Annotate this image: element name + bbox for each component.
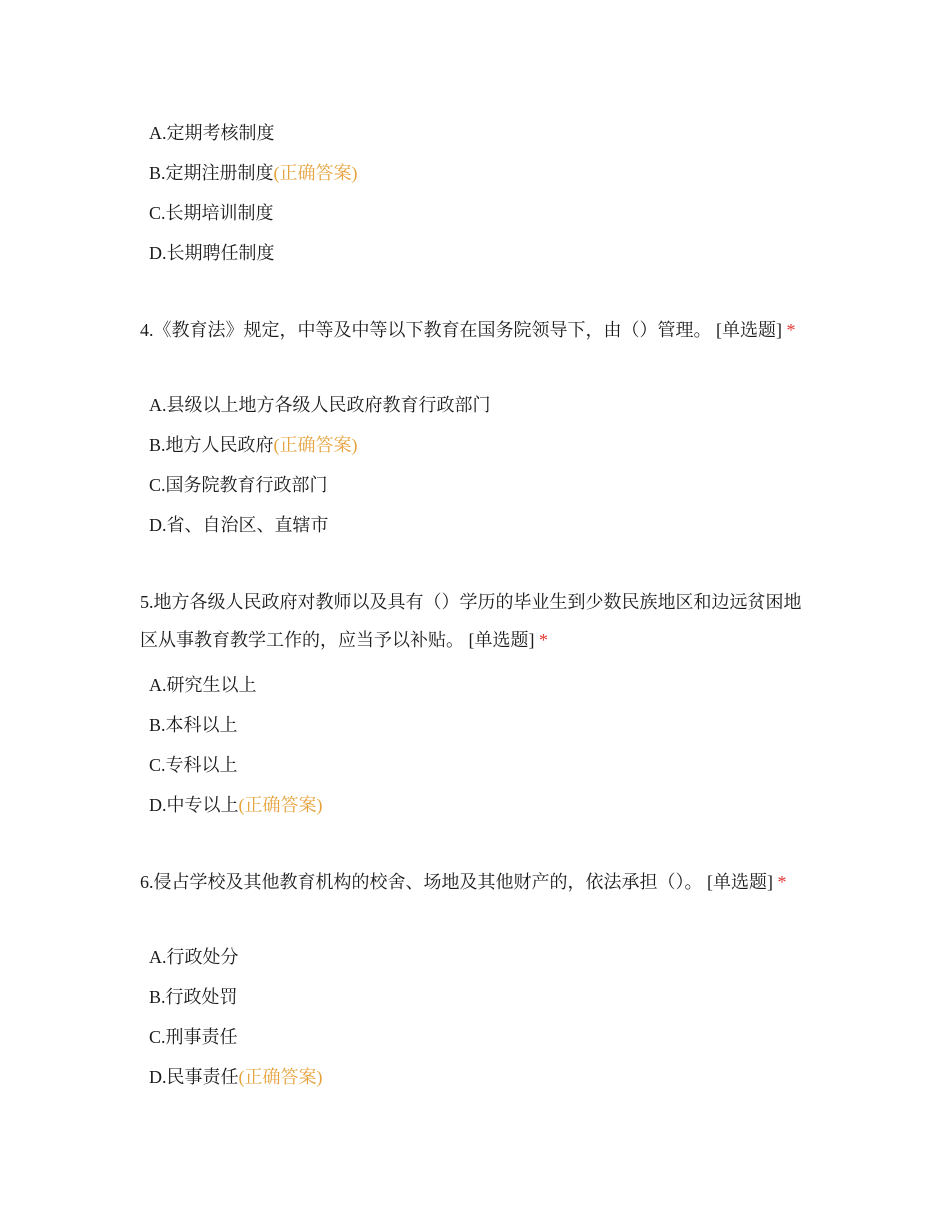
option-label: B.本科以上 bbox=[149, 715, 238, 735]
question-text: 5.地方各级人民政府对教师以及具有（）学历的毕业生到少数民族地区和边远贫困地区从事教育教学工作的，应当予以补贴。 bbox=[140, 592, 802, 650]
option-label: C.长期培训制度 bbox=[149, 203, 274, 223]
q6-option-c bbox=[149, 1017, 323, 1057]
q6-options bbox=[149, 937, 323, 1097]
required-mark: * bbox=[539, 630, 548, 650]
option-label: A.研究生以上 bbox=[149, 675, 257, 695]
option-label: A.行政处分 bbox=[149, 947, 239, 967]
option-label: C.刑事责任 bbox=[149, 1027, 238, 1047]
required-mark: * bbox=[777, 872, 787, 892]
correct-answer-tag: (正确答案) bbox=[238, 795, 323, 815]
q3-options bbox=[149, 113, 358, 273]
q6-option-b bbox=[149, 977, 323, 1017]
q6-question bbox=[140, 863, 812, 901]
question-type-badge: [单选题] bbox=[468, 630, 535, 650]
option-label: B.定期注册制度 bbox=[149, 163, 274, 183]
q4-option-c bbox=[149, 465, 491, 505]
option-label: C.专科以上 bbox=[149, 755, 238, 775]
q4-options bbox=[149, 385, 491, 545]
q5-option-c bbox=[149, 745, 323, 785]
q5-option-d bbox=[149, 785, 323, 825]
q3-option-d bbox=[149, 233, 358, 273]
question-type-badge: [单选题] bbox=[716, 320, 782, 340]
correct-answer-tag: (正确答案) bbox=[273, 435, 358, 455]
option-label: B.行政处罚 bbox=[149, 987, 238, 1007]
q5-option-a bbox=[149, 665, 323, 705]
q3-option-c bbox=[149, 193, 358, 233]
q5-option-b bbox=[149, 705, 323, 745]
q6-option-d bbox=[149, 1057, 323, 1097]
required-mark: * bbox=[786, 320, 796, 340]
q5-question bbox=[140, 583, 812, 659]
q3-option-a bbox=[149, 113, 358, 153]
q3-option-b bbox=[149, 153, 358, 193]
q5-options bbox=[149, 665, 323, 825]
option-label: D.民事责任 bbox=[149, 1067, 239, 1087]
q4-option-a bbox=[149, 385, 491, 425]
option-label: D.中专以上 bbox=[149, 795, 239, 815]
question-text: 6.侵占学校及其他教育机构的校舍、场地及其他财产的，依法承担（）。 bbox=[140, 872, 703, 892]
correct-answer-tag: (正确答案) bbox=[273, 163, 358, 183]
option-label: D.长期聘任制度 bbox=[149, 243, 275, 263]
question-type-badge: [单选题] bbox=[707, 872, 773, 892]
correct-answer-tag: (正确答案) bbox=[238, 1067, 323, 1087]
question-text: 4.《教育法》规定，中等及中等以下教育在国务院领导下，由（）管理。 bbox=[140, 320, 712, 340]
option-label: A.县级以上地方各级人民政府教育行政部门 bbox=[149, 395, 491, 415]
option-label: C.国务院教育行政部门 bbox=[149, 475, 328, 495]
option-label: D.省、自治区、直辖市 bbox=[149, 515, 329, 535]
option-label: A.定期考核制度 bbox=[149, 123, 275, 143]
option-label: B.地方人民政府 bbox=[149, 435, 274, 455]
q4-option-b bbox=[149, 425, 491, 465]
q4-question bbox=[140, 311, 812, 349]
q6-option-a bbox=[149, 937, 323, 977]
q4-option-d bbox=[149, 505, 491, 545]
